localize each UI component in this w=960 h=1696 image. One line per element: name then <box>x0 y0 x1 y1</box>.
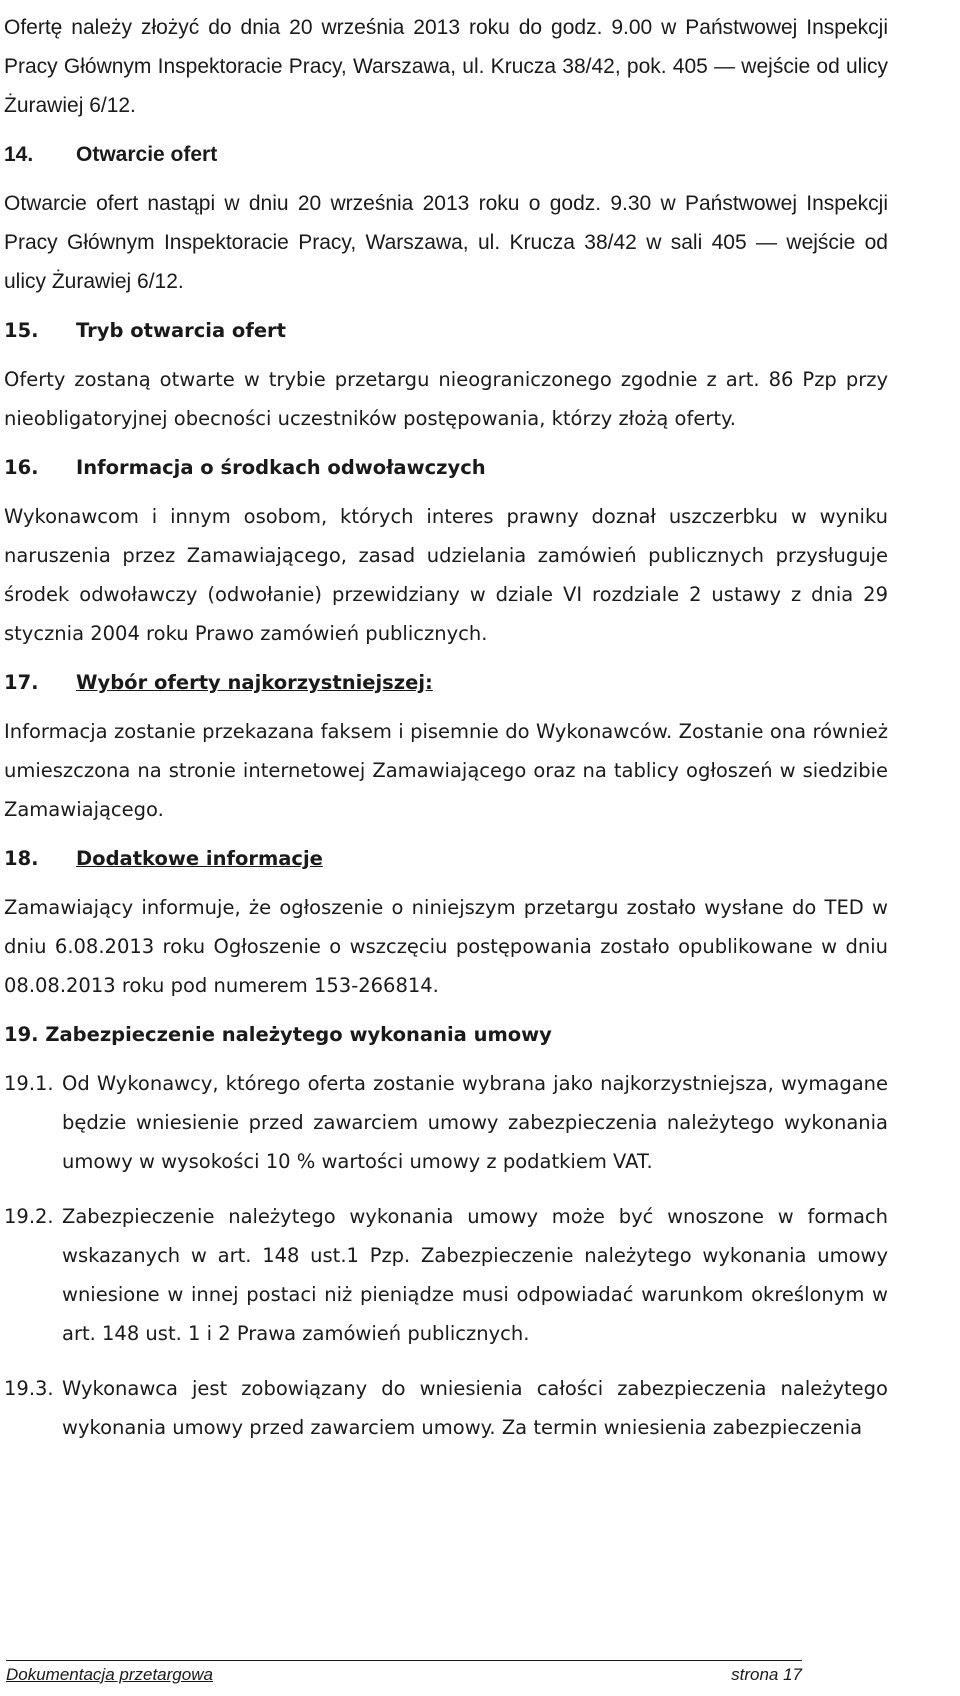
section-title: Wybór oferty najkorzystniejszej: <box>76 671 433 694</box>
footer-page-number: strona 17 <box>731 1665 802 1684</box>
section-title: Otwarcie ofert <box>76 143 218 166</box>
section-title: 19. Zabezpieczenie należytego wykonania umowy <box>4 1023 552 1046</box>
section-14-text: Otwarcie ofert nastąpi w dniu 20 września 2013 roku o godz. 9.30 w Państwowej Inspekcji Pracy Głównym Inspektoracie Pracy, Warszawa, ul. Krucza 38/42 w sali 405 ― wejście od ulicy Żurawiej 6/12. <box>4 192 888 293</box>
subsection-text: Zabezpieczenie należytego wykonania umowy może być wnoszone w formach wskazanych w art. 148 ust.1 Pzp. Zabezpieczenie należytego wykonania umowy wniesione w innej postaci niż pieniądze musi odpowiadać warunkom określonym w art. 148 ust. 1 i 2 Prawa zamówień publicznych. <box>62 1205 888 1345</box>
document-body <box>4 8 888 1447</box>
section-17-heading <box>4 663 888 702</box>
section-title: Tryb otwarcia ofert <box>76 319 286 342</box>
section-15-heading <box>4 311 888 350</box>
section-title: Dodatkowe informacje <box>76 847 323 870</box>
subsection-text: Od Wykonawcy, którego oferta zostanie wybrana jako najkorzystniejsza, wymagane będzie wniesienie przed zawarciem umowy zabezpieczenia należytego wykonania umowy w wysokości 10 % wartości umowy z podatkiem VAT. <box>62 1072 888 1173</box>
section-18-text: Zamawiający informuje, że ogłoszenie o niniejszym przetargu zostało wysłane do TED w dniu 6.08.2013 roku Ogłoszenie o wszczęciu postępowania zostało opublikowane w dniu 08.08.2013 roku pod numerem 153-266814. <box>4 896 888 997</box>
intro-paragraph: Ofertę należy złożyć do dnia 20 września 2013 roku do godz. 9.00 w Państwowej Inspekcji Pracy Głównym Inspektoracie Pracy, Warszawa, ul. Krucza 38/42, pok. 405 ― wejście od ulicy Żurawiej 6/12. <box>4 16 888 117</box>
subsection-19-3 <box>4 1369 888 1447</box>
subsection-number: 19.3. <box>4 1377 54 1400</box>
section-19-heading <box>4 1015 888 1054</box>
section-15-text: Oferty zostaną otwarte w trybie przetargu nieograniczonego zgodnie z art. 86 Pzp przy nieobligatoryjnej obecności uczestników postępowania, którzy złożą oferty. <box>4 368 888 430</box>
subsection-number: 19.2. <box>4 1205 54 1228</box>
subsection-19-2 <box>4 1197 888 1353</box>
section-number: 18. <box>4 847 39 870</box>
section-16-text: Wykonawcom i innym osobom, których interes prawny doznał uszczerbku w wyniku naruszenia przez Zamawiającego, zasad udzielania zamówień publicznych przysługuje środek odwoławczy (odwołanie) przewidziany w dziale VI rozdziale 2 ustawy z dnia 29 stycznia 2004 roku Prawo zamówień publicznych. <box>4 505 888 645</box>
section-14-heading <box>4 135 888 174</box>
section-16-heading <box>4 448 888 487</box>
section-title: Informacja o środkach odwoławczych <box>76 456 486 479</box>
subsection-text: Wykonawca jest zobowiązany do wniesienia całości zabezpieczenia należytego wykonania umowy przed zawarciem umowy. Za termin wniesienia zabezpieczenia <box>62 1377 888 1439</box>
section-number: 16. <box>4 456 39 479</box>
section-number: 17. <box>4 671 39 694</box>
section-number: 15. <box>4 319 39 342</box>
page-footer <box>6 1660 802 1685</box>
section-17-text: Informacja zostanie przekazana faksem i pisemnie do Wykonawców. Zostanie ona również umieszczona na stronie internetowej Zamawiającego oraz na tablicy ogłoszeń w siedzibie Zamawiającego. <box>4 720 888 821</box>
subsection-19-1 <box>4 1064 888 1181</box>
subsection-number: 19.1. <box>4 1072 54 1095</box>
section-18-heading <box>4 839 888 878</box>
footer-document-title: Dokumentacja przetargowa <box>6 1665 213 1684</box>
section-number: 14. <box>4 143 34 166</box>
